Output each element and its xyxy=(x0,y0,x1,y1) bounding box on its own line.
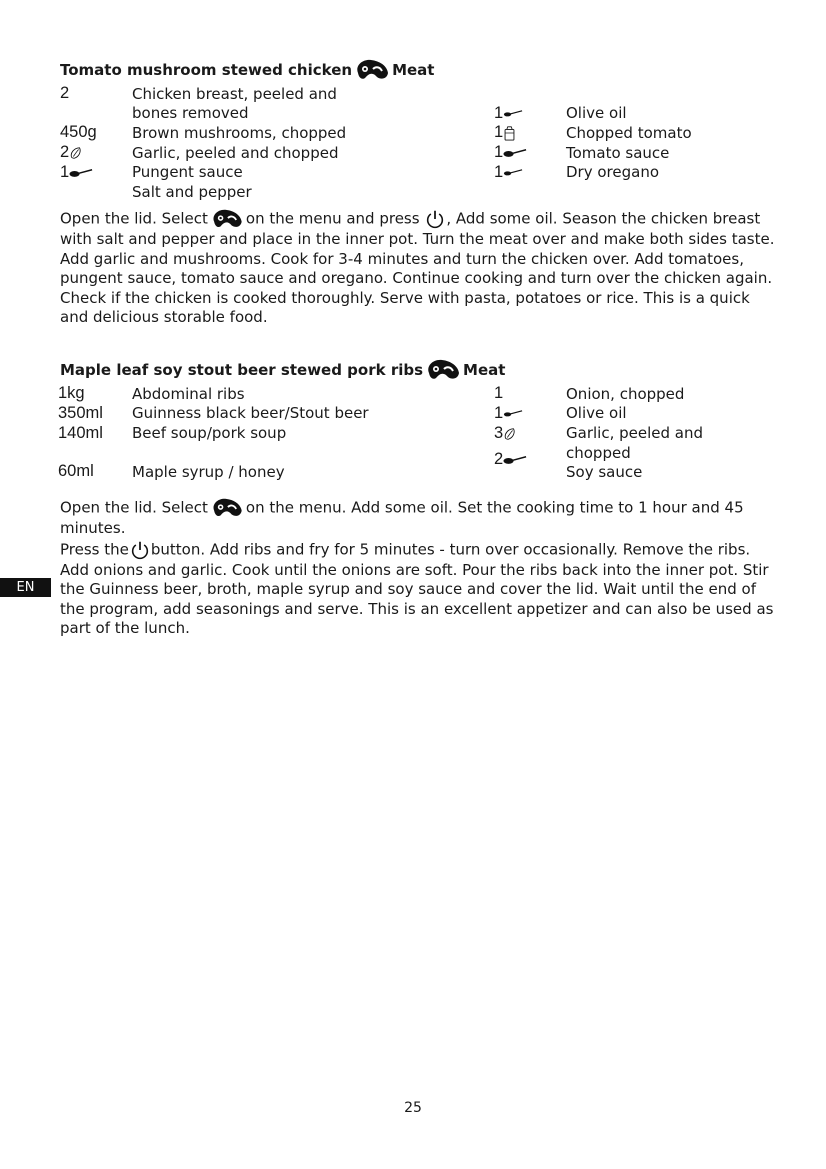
ingredient-qty: 350ml xyxy=(58,404,103,422)
ingredient-desc: Maple syrup / honey xyxy=(132,463,285,481)
ingredient-desc: Salt and pepper xyxy=(132,183,252,201)
program-label: Meat xyxy=(392,61,435,79)
ingredient-desc: Chicken breast, peeled and xyxy=(132,85,337,103)
ingredient-desc: Pungent sauce xyxy=(132,163,243,181)
ingredient-qty: 1 xyxy=(494,404,523,423)
ingredient-qty: 2 xyxy=(494,450,527,469)
recipe-title-text: Maple leaf soy stout beer stewed pork ribs xyxy=(60,361,424,379)
ingredient-qty: 1 xyxy=(60,163,93,182)
program-label: Meat xyxy=(463,361,506,379)
recipe-title-text: Tomato mushroom stewed chicken xyxy=(60,61,353,79)
garlic-clove-icon xyxy=(503,427,517,441)
power-button-icon xyxy=(129,539,151,561)
ingredient-qty: 2 xyxy=(60,143,83,162)
teaspoon-icon xyxy=(503,408,523,419)
ingredient-qty: 450g xyxy=(60,123,97,141)
ingredient-qty: 1 xyxy=(494,123,516,142)
meat-program-icon xyxy=(208,208,246,230)
recipe-tomato-mushroom-chicken xyxy=(60,58,775,328)
language-tab: EN xyxy=(0,578,51,597)
ingredient-desc: Beef soup/pork soup xyxy=(132,424,287,442)
ingredient-qty: 1 xyxy=(494,143,527,162)
ingredient-qty: 1kg xyxy=(58,384,85,402)
ingredient-desc: Guinness black beer/Stout beer xyxy=(132,404,369,422)
page-number: 25 xyxy=(404,1100,422,1116)
tablespoon-icon xyxy=(503,454,527,466)
ingredient-qty: 1 xyxy=(494,104,523,123)
ingredient-desc: Onion, chopped xyxy=(566,385,685,403)
ingredient-desc: Olive oil xyxy=(566,404,627,422)
can-icon xyxy=(503,125,516,141)
ingredient-desc: Olive oil xyxy=(566,104,627,122)
garlic-clove-icon xyxy=(69,146,83,160)
ingredient-qty: 140ml xyxy=(58,424,103,442)
power-button-icon xyxy=(424,208,446,230)
ingredient-qty: 3 xyxy=(494,424,517,443)
ingredient-desc: Dry oregano xyxy=(566,163,660,181)
tablespoon-icon xyxy=(69,167,93,179)
teaspoon-icon xyxy=(503,108,523,119)
recipe-title xyxy=(60,58,434,82)
meat-program-icon xyxy=(208,497,246,519)
ingredient-desc: Garlic, peeled and xyxy=(566,424,703,442)
recipe-instructions: Open the lid. Select on the menu and press , Add some oil. Season the chicken breast with salt and pepper and place in the inner pot. Turn the meat over and make both sides taste. Add garlic and mushrooms. Cook for 3-4 minutes and turn the chicken over. Add tomatoes, pungent sauce, tomato sauce and oregano. Continue cooking and turn over the chicken again. Check if the chicken is cooked thoroughly. Serve with pasta, potatoes or rice. This is a quick and delicious storable food. xyxy=(60,209,775,327)
ingredient-desc: Brown mushrooms, chopped xyxy=(132,124,347,142)
meat-program-icon xyxy=(353,58,391,82)
teaspoon-icon xyxy=(503,167,523,178)
ingredient-qty: 1 xyxy=(494,384,504,402)
ingredient-qty: 1 xyxy=(494,163,523,182)
recipe-title xyxy=(60,358,505,382)
ingredient-desc: Chopped tomato xyxy=(566,124,692,142)
ingredient-desc: Abdominal ribs xyxy=(132,385,245,403)
meat-program-icon xyxy=(424,358,462,382)
recipe-instructions: Open the lid. Select on the menu. Add some oil. Set the cooking time to 1 hour and 45 minutes. Press the button. Add ribs and fry for 5 minutes - turn over occasionally. Remove the ribs. Add onions and garlic. Cook until the onions are soft. Pour the ribs back into the inner pot. Stir the Guinness beer, broth, maple syrup and soy sauce and cover the lid. Wait until the end of the program, add seasonings and serve. This is an excellent appetizer and can also be used as part of the lunch. xyxy=(60,498,774,638)
ingredient-desc: Tomato sauce xyxy=(566,144,670,162)
ingredient-qty: 60ml xyxy=(58,462,94,480)
ingredient-desc: Garlic, peeled and chopped xyxy=(132,144,339,162)
ingredient-desc: Soy sauce xyxy=(566,463,643,481)
recipe-stout-pork-ribs xyxy=(60,358,772,638)
ingredient-qty: 2 xyxy=(60,84,70,102)
tablespoon-icon xyxy=(503,147,527,159)
ingredient-desc: bones removed xyxy=(132,104,249,122)
ingredient-desc: chopped xyxy=(566,444,631,462)
